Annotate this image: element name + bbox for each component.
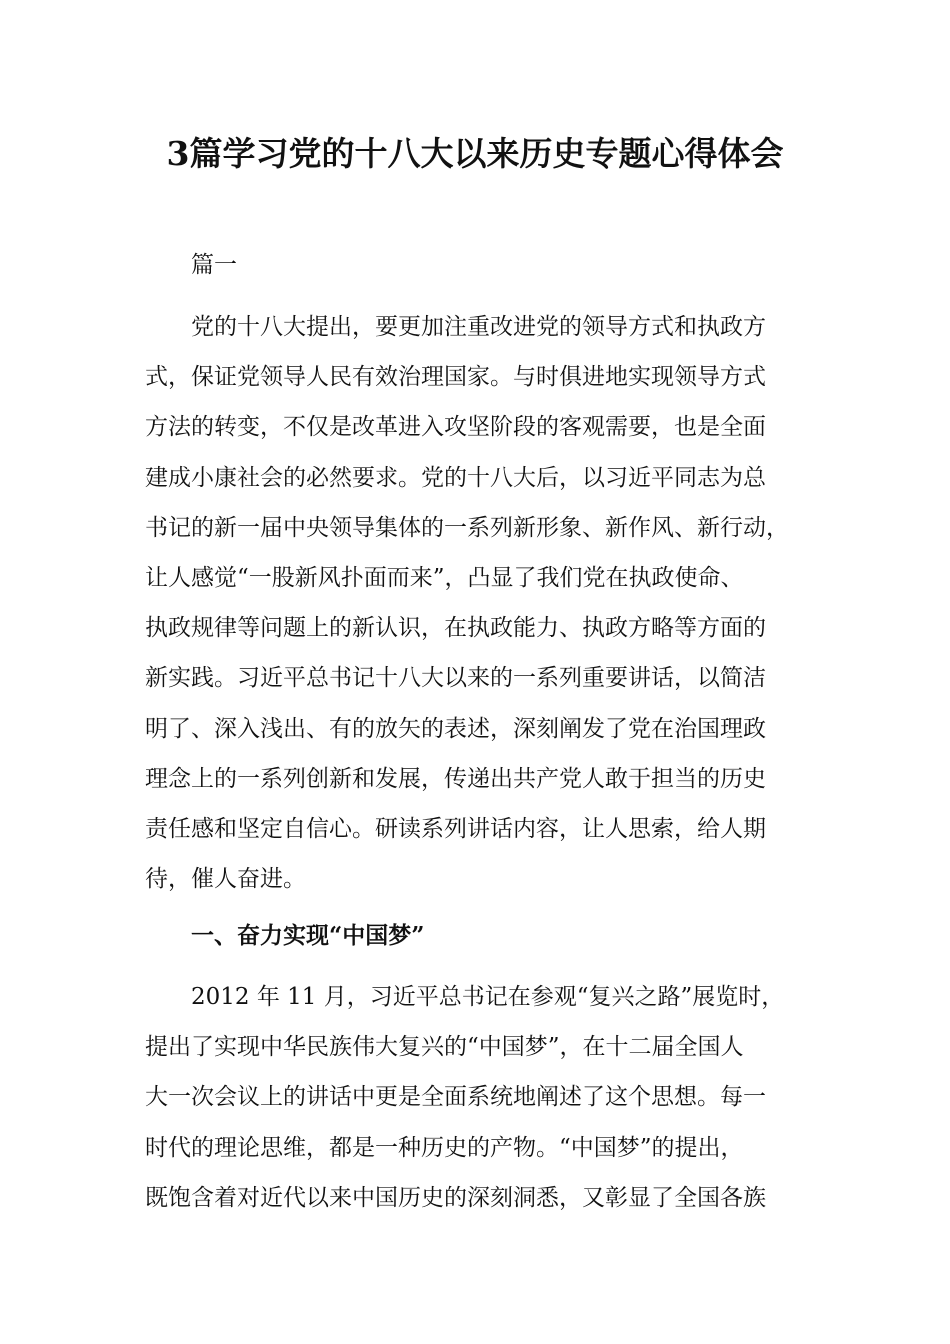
paragraph-line: 方法的转变，不仅是改革进入攻坚阶段的客观需要，也是全面 xyxy=(145,414,766,441)
paragraph-line: 时代的理论思维，都是一种历史的产物。“中国梦”的提出， xyxy=(145,1134,744,1161)
paragraph-line: 让人感觉“一股新风扑面而来”，凸显了我们党在执政使命、 xyxy=(145,564,744,591)
paragraph-line: 大一次会议上的讲话中更是全面系统地阐述了这个思想。每一 xyxy=(145,1084,766,1111)
paragraph-line: 提出了实现中华民族伟大复兴的“中国梦”，在十二届全国人 xyxy=(145,1034,744,1061)
paragraph-line: 理念上的一系列创新和发展，传递出共产党人敢于担当的历史 xyxy=(145,765,766,792)
paragraph-line: 待，催人奋进。 xyxy=(145,866,306,893)
paragraph-1 xyxy=(145,302,835,904)
paragraph-line: 新实践。习近平总书记十八大以来的一系列重要讲话，以简洁 xyxy=(145,665,766,692)
paragraph-line: 建成小康社会的必然要求。党的十八大后，以习近平同志为总 xyxy=(145,464,766,491)
section-label: 篇一 xyxy=(191,252,237,278)
paragraph-2 xyxy=(145,972,835,1223)
paragraph-line: 式，保证党领导人民有效治理国家。与时俱进地实现领导方式 xyxy=(145,364,766,391)
section-heading: 一、奋力实现“中国梦” xyxy=(191,922,425,949)
paragraph-line: 书记的新一届中央领导集体的一系列新形象、新作风、新行动， xyxy=(145,514,789,541)
document-title: 3篇学习党的十八大以来历史专题心得体会 xyxy=(166,134,784,173)
paragraph-line: 既饱含着对近代以来中国历史的深刻洞悉，又彰显了全国各族 xyxy=(145,1184,766,1211)
paragraph-line: 党的十八大提出，要更加注重改进党的领导方式和执政方 xyxy=(191,314,766,340)
paragraph-line: 2012 年 11 月，习近平总书记在参观“复兴之路”展览时， xyxy=(191,984,785,1010)
paragraph-line: 执政规律等问题上的新认识，在执政能力、执政方略等方面的 xyxy=(145,615,766,642)
paragraph-line: 责任感和坚定自信心。研读系列讲话内容，让人思索，给人期 xyxy=(145,815,766,842)
paragraph-line: 明了、深入浅出、有的放矢的表述，深刻阐发了党在治国理政 xyxy=(145,715,766,742)
